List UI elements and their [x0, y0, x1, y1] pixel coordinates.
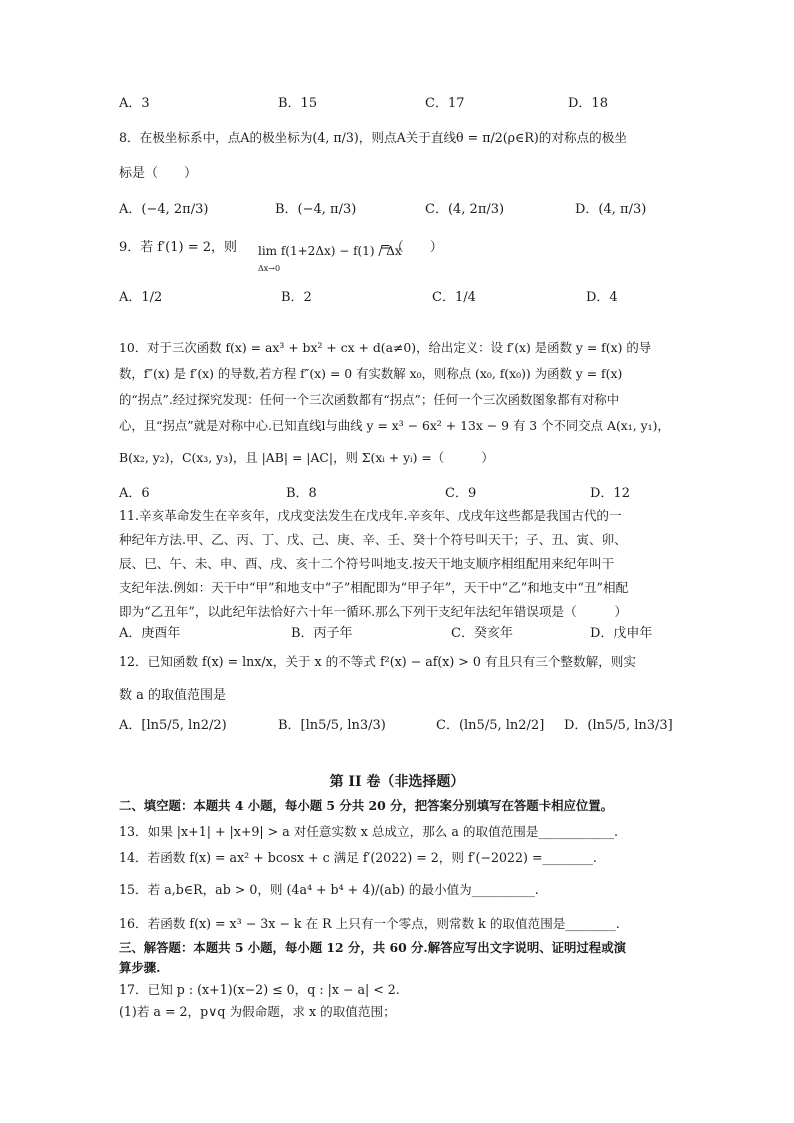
q10-line-1: 10．对于三次函数 f(x) = ax³ + bx² + cx + d(a≠0)，给出定义：设 f′(x) 是函数 y = f(x) 的导	[119, 340, 652, 355]
q10-option-d: D．12	[590, 486, 630, 501]
q14: 14．若函数 f(x) = ax² + bcosx + c 满足 f′(2022) = 2，则 f′(−2022) =________.	[119, 850, 597, 865]
q9-option-d: D．4	[586, 290, 618, 305]
q9-stem: 9．若 f′(1) = 2，则	[119, 240, 238, 255]
q8-option-c: C．(4, 2π/3)	[425, 202, 505, 217]
q8-stem: 8．在极坐标系中，点A的极坐标为(4, π/3)，则点A关于直线θ = π/2(ρ∈R)的对称点的极坐	[119, 130, 627, 145]
q7-option-c: C．17	[425, 96, 465, 111]
q17-part1: (1)若 a = 2，p∨q 为假命题，求 x 的取值范围；	[119, 1004, 396, 1019]
q9-option-c: C．1/4	[432, 290, 476, 305]
q10-option-b: B．8	[286, 486, 317, 501]
q17-stem: 17．已知 p : (x+1)(x−2) ≤ 0，q : |x − a| < 2.	[119, 982, 400, 997]
q7-option-b: B．15	[278, 96, 318, 111]
q11-line-3: 辰、巳、午、未、申、酉、戌、亥十二个符号叫地支.按天干地支顺序相组配用来纪年叫干	[119, 556, 615, 571]
q10-line-2: 数，f″(x) 是 f′(x) 的导数,若方程 f″(x) = 0 有实数解 x₀，则称点 (x₀, f(x₀)) 为函数 y = f(x)	[119, 366, 623, 381]
q7-option-d: D．18	[568, 96, 608, 111]
q8-option-b: B．(−4, π/3)	[275, 202, 357, 217]
q8-stem-line2: 标是（ ）	[119, 166, 198, 181]
section3-heading-line2: 算步骤.	[119, 960, 161, 975]
q10-line-5: B(x₂, y₂)，C(x₃, y₃)，且 |AB| = |AC|，则 Σ(xᵢ + yᵢ) =（ ）	[119, 450, 494, 465]
q12-option-b: B．[ln5/5, ln3/3)	[278, 718, 386, 733]
q11-option-c: C．癸亥年	[451, 626, 513, 641]
section2-heading: 二、填空题：本题共 4 小题，每小题 5 分共 20 分，把答案分别填写在答题卡相应位置。	[119, 798, 614, 813]
q9-limit: lim f(1+2Δx) − f(1) / Δx	[258, 244, 402, 258]
q9-option-b: B．2	[281, 290, 312, 305]
q12-option-d: D．(ln5/5, ln3/3]	[564, 718, 673, 733]
q10-line-3: 的“拐点”.经过探究发现：任何一个三次函数都有“拐点”；任何一个三次函数图象都有对称中	[119, 392, 620, 407]
section3-heading: 三、解答题：本题共 5 小题，每小题 12 分，共 60 分.解答应写出文字说明、证明过程或演	[119, 940, 626, 955]
q12-option-a: A．[ln5/5, ln2/2)	[119, 718, 227, 733]
q9-limit-sub: Δx→0	[258, 264, 281, 273]
q12-option-c: C．(ln5/5, ln2/2]	[436, 718, 545, 733]
q9-option-a: A．1/2	[119, 290, 163, 305]
q10-option-a: A．6	[119, 486, 150, 501]
q11-line-4: 支纪年法.例如：天干中“甲”和地支中“子”相配即为“甲子年”，天干中“乙”和地支中“丑”相配	[119, 580, 629, 595]
q9-tail: =（ ）	[380, 240, 443, 255]
q11-option-a: A．庚酉年	[119, 626, 181, 641]
q12-stem: 12．已知函数 f(x) = lnx/x，关于 x 的不等式 f²(x) − af(x) > 0 有且只有三个整数解，则实	[119, 654, 636, 669]
part2-title: 第 II 卷（非选择题）	[329, 774, 465, 790]
q15: 15．若 a,b∈R，ab > 0，则 (4a⁴ + b⁴ + 4)/(ab) 的最小值为__________.	[119, 882, 539, 897]
q10-option-c: C．9	[445, 486, 477, 501]
q12-stem-line2: 数 a 的取值范围是	[119, 688, 227, 703]
q11-line-1: 11.辛亥革命发生在辛亥年，戊戌变法发生在戊戌年.辛亥年、戊戌年这些都是我国古代的一	[119, 508, 622, 523]
q16: 16．若函数 f(x) = x³ − 3x − k 在 R 上只有一个零点，则常数 k 的取值范围是________.	[119, 916, 620, 931]
q10-line-4: 心，且“拐点”就是对称中心.已知直线l与曲线 y = x³ − 6x² + 13x − 9 有 3 个不同交点 A(x₁, y₁)，	[119, 418, 670, 433]
q11-option-d: D．戊申年	[590, 626, 653, 641]
q8-option-d: D．(4, π/3)	[575, 202, 647, 217]
q7-option-a: A．3	[119, 96, 150, 111]
q8-option-a: A．(−4, 2π/3)	[119, 202, 209, 217]
q11-option-b: B．丙子年	[291, 626, 353, 641]
q11-line-5: 即为“乙丑年”，以此纪年法恰好六十年一循环.那么下列干支纪年法纪年错误项是（ ）	[119, 604, 628, 619]
q11-line-2: 种纪年方法.甲、乙、丙、丁、戊、己、庚、辛、壬、癸十个符号叫天干；子、丑、寅、卯、	[119, 532, 627, 547]
q13: 13．如果 |x+1| + |x+9| > a 对任意实数 x 总成立，那么 a 的取值范围是____________.	[119, 824, 619, 839]
